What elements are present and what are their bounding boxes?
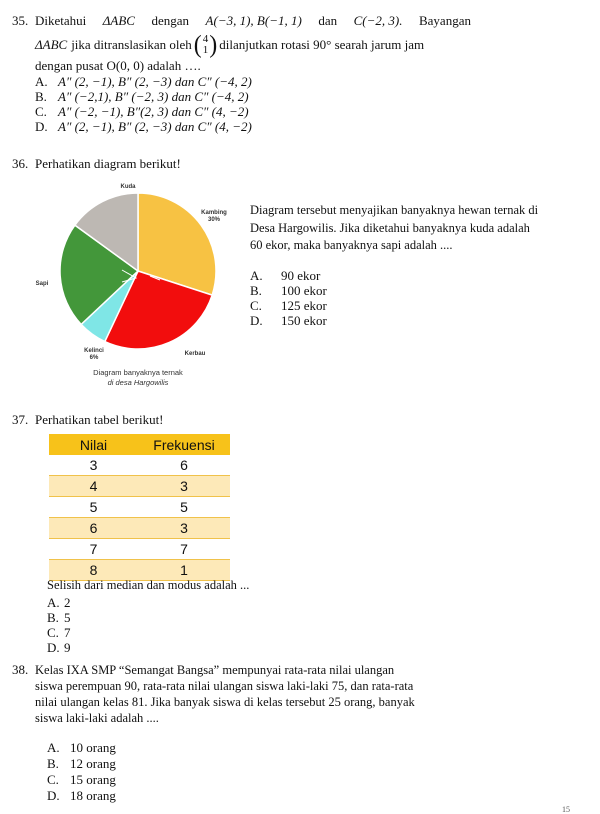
pie-chart [30,178,250,398]
cell-nilai: 5 [49,497,138,518]
table-row [49,455,230,476]
q35-stem-line-1 [35,13,471,29]
option[interactable]: C. A″ (−2, −1), B″(2, 3) dan C″ (4, −2) [35,104,249,119]
cell-frekuensi: 7 [138,539,230,560]
option[interactable]: C. 15 orang [47,772,116,787]
cell-nilai: 6 [49,518,138,539]
q35-stem-word: dengan [151,13,190,28]
stem-line: Kelas IXA SMP “Semangat Bangsa” mempunyai rata-rata nilai ulangan [35,663,395,677]
option[interactable]: B. 100 ekor [250,283,327,298]
option[interactable]: D. 150 ekor [250,313,327,328]
q35-translation-text: jika ditranslasikan oleh [71,37,192,52]
q35-triangle: ΔABC [35,37,68,52]
label-kambing-percent: 30% [207,217,221,223]
option[interactable]: A. 10 orang [47,740,116,755]
cell-nilai: 4 [49,476,138,497]
q36-options [250,268,327,328]
table-row [49,539,230,560]
table-row [49,497,230,518]
q35-stem-line-3: dengan pusat O(0, 0) adalah …. [35,58,201,73]
q35-points-ab: A(−3, 1), B(−1, 1) [205,13,302,28]
option[interactable]: D. 9 [47,640,71,655]
chart-title: Diagram banyaknya ternak [93,368,183,377]
q36-number: 36. [12,156,29,171]
option[interactable]: A. A″ (2, −1), B″ (2, −3) dan C″ (−4, 2) [35,74,252,89]
q35-rotation-text: dilanjutkan rotasi 90° searah jarum jam [219,37,425,52]
label-sapi: Sapi [35,281,49,287]
chart-subtitle: di desa Hargowilis [107,378,169,387]
cell-nilai: 7 [49,539,138,560]
q37-options [47,595,71,655]
vector-bottom: 1 [202,44,209,56]
table-row [49,476,230,497]
option[interactable]: D. A″ (2, −1), B″ (2, −3) dan C″ (4, −2) [35,119,252,134]
page-number: 15 [562,805,570,814]
q38-options [47,740,116,804]
q36-stem: Perhatikan diagram berikut! [35,156,181,171]
label-kelinci-percent: 6% [89,355,99,361]
cell-nilai: 8 [49,560,138,581]
header-frekuensi: Frekuensi [138,434,230,455]
option[interactable]: B. 12 orang [47,756,116,771]
desc-line: Desa Hargowilis. Jika diketahui banyaknya kuda adalah [250,220,530,235]
option[interactable]: A. 90 ekor [250,268,321,283]
option[interactable]: B. A″ (−2,1), B″ (−2, 3) dan C″ (−4, 2) [35,89,249,104]
table-row [49,518,230,539]
option[interactable]: D. 18 orang [47,788,116,803]
label-kuda: Kuda [120,184,136,190]
cell-frekuensi: 3 [138,518,230,539]
q35-stem-line-2 [35,33,424,57]
q35-point-c: C(−2, 3). [353,13,403,28]
cell-frekuensi: 3 [138,476,230,497]
option[interactable]: B. 5 [47,610,71,625]
label-kelinci: Kelinci [84,348,104,354]
q35-stem-word: Diketahui [35,13,87,28]
stem-line: nilai ulangan kelas 81. Jika banyak siswa di kelas tersebut 25 orang, banyak [35,695,415,709]
option[interactable]: C. 7 [47,625,71,640]
desc-line: 60 ekor, maka banyaknya sapi adalah .... [250,238,453,252]
q37-stem: Perhatikan tabel berikut! [35,412,164,427]
option[interactable]: C. 125 ekor [250,298,327,313]
vector-top: 4 [202,33,209,45]
stem-line: siswa laki-laki adalah .... [35,711,159,725]
q36-description [250,202,538,255]
cell-frekuensi: 6 [138,455,230,476]
q35-triangle: ΔABC [102,13,135,28]
q35-number: 35. [12,13,29,28]
option[interactable]: A. 2 [47,595,71,610]
cell-nilai: 3 [49,455,138,476]
q38-number: 38. [12,662,29,677]
label-kambing: Kambing [201,210,227,216]
stem-line: siswa perempuan 90, rata-rata nilai ulangan siswa laki-laki 75, dan rata-rata [35,679,414,693]
frequency-table [49,434,230,581]
q35-stem-word: dan [318,13,338,28]
q35-stem-word: Bayangan [418,13,471,28]
cell-frekuensi: 5 [138,497,230,518]
q37-question: Selisih dari median dan modus adalah ... [47,578,250,592]
table-header-row [49,434,230,455]
label-kerbau: Kerbau [184,351,206,357]
q35-options [35,74,252,134]
translation-vector: ( 4 1 ) [193,31,218,59]
desc-line: Diagram tersebut menyajikan banyaknya hewan ternak di [250,203,539,217]
cell-frekuensi: 1 [138,560,230,581]
q38-stem [35,662,415,726]
q37-number: 37. [12,412,29,427]
header-nilai: Nilai [49,434,138,455]
